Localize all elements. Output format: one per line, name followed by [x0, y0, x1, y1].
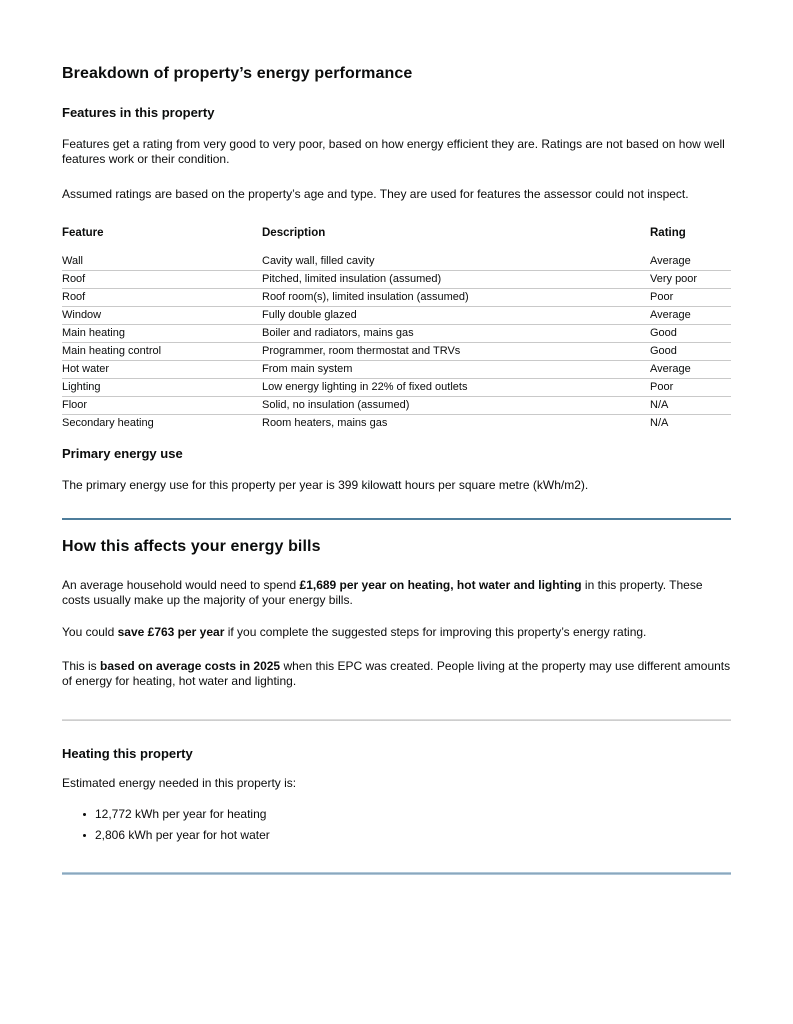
rating-cell: Good — [650, 325, 731, 343]
bills-p1-bold: £1,689 per year on heating, hot water and lighting — [299, 578, 582, 592]
table-row — [62, 361, 731, 379]
section-divider-grey — [62, 719, 731, 721]
bills-p3-post: when this EPC was created. People living at the property may use different amounts of energy for heating, hot water and lighting. — [62, 659, 731, 688]
bills-p2-bold: save £763 per year — [117, 625, 225, 639]
feature-cell: Roof — [62, 289, 262, 307]
description-cell: Low energy lighting in 22% of fixed outlets — [262, 379, 650, 397]
features-intro-1: Features get a rating from very good to very poor, based on how energy efficient they are. Ratings are not based on how well features work or their condition. — [62, 137, 725, 166]
section-divider-lightblue — [62, 872, 731, 875]
heating-heading: Heating this property — [62, 746, 193, 761]
primary-energy-text: The primary energy use for this property per year is 399 kilowatt hours per square metre (kWh/m2). — [62, 478, 589, 492]
feature-cell: Wall — [62, 253, 262, 271]
features-table — [62, 226, 731, 432]
page-title: Breakdown of property’s energy performance — [62, 65, 413, 82]
rating-cell: N/A — [650, 397, 731, 415]
table-header-row — [62, 226, 731, 253]
table-row — [62, 379, 731, 397]
feature-cell: Hot water — [62, 361, 262, 379]
features-intro-2: Assumed ratings are based on the property’s age and type. They are used for features the assessor could not inspect. — [62, 187, 689, 201]
description-cell: Pitched, limited insulation (assumed) — [262, 271, 650, 289]
feature-cell: Main heating control — [62, 343, 262, 361]
energy-bills-section — [62, 537, 731, 689]
rating-cell: N/A — [650, 417, 669, 429]
feature-cell: Floor — [62, 397, 262, 415]
description-cell: From main system — [262, 361, 650, 379]
rating-cell: Average — [650, 307, 731, 325]
description-cell: Cavity wall, filled cavity — [262, 253, 650, 271]
heating-intro-text: Estimated energy needed in this property is: — [62, 776, 297, 790]
primary-energy-heading: Primary energy use — [62, 446, 183, 461]
table-row — [62, 253, 731, 271]
table-row — [62, 415, 731, 433]
energy-bills-heading: How this affects your energy bills — [62, 538, 321, 555]
table-row — [62, 289, 731, 307]
description-cell: Programmer, room thermostat and TRVs — [262, 343, 650, 361]
table-row — [62, 325, 731, 343]
section-divider-blue — [62, 518, 731, 520]
bills-average-cost-text — [62, 578, 731, 608]
rating-cell: Average — [650, 253, 731, 271]
table-row — [62, 343, 731, 361]
features-section — [62, 105, 731, 432]
table-row — [62, 271, 731, 289]
bills-p2-post: if you complete the suggested steps for improving this property’s energy rating. — [224, 625, 647, 639]
feature-cell: Secondary heating — [62, 417, 154, 429]
feature-cell: Main heating — [62, 325, 262, 343]
rating-cell: Poor — [650, 289, 731, 307]
bills-cost-basis-text — [62, 659, 731, 689]
description-cell: Roof room(s), limited insulation (assumed) — [262, 289, 650, 307]
rating-cell: Good — [650, 343, 731, 361]
rating-cell: Average — [650, 361, 731, 379]
column-header-rating: Rating — [650, 227, 686, 239]
column-header-description: Description — [262, 227, 326, 239]
rating-cell: Very poor — [650, 271, 731, 289]
description-cell: Boiler and radiators, mains gas — [262, 325, 650, 343]
features-table-header — [62, 226, 731, 253]
bills-p3-bold: based on average costs in 2025 — [100, 659, 281, 673]
description-cell: Fully double glazed — [262, 307, 650, 325]
features-heading: Features in this property — [62, 105, 215, 120]
table-row — [62, 397, 731, 415]
list-item-hot-water-energy: 2,806 kWh per year for hot water — [95, 828, 731, 843]
rating-cell: Poor — [650, 379, 731, 397]
primary-energy-section — [62, 446, 731, 493]
bills-p3-pre: This is — [62, 659, 101, 673]
description-cell: Room heaters, mains gas — [262, 417, 388, 429]
feature-cell: Window — [62, 307, 262, 325]
bills-p1-post: in this property. These costs usually make up the majority of your energy bills. — [62, 578, 703, 607]
description-cell: Solid, no insulation (assumed) — [262, 397, 650, 415]
bills-p2-pre: You could — [62, 625, 118, 639]
features-table-body — [62, 253, 731, 432]
list-item-heating-energy: 12,772 kWh per year for heating — [95, 807, 731, 822]
column-header-feature: Feature — [62, 227, 104, 239]
table-row — [62, 307, 731, 325]
feature-cell: Lighting — [62, 379, 262, 397]
heating-energy-list — [62, 807, 731, 843]
bills-savings-text — [62, 625, 731, 640]
bills-p1-pre: An average household would need to spend — [62, 578, 300, 592]
feature-cell: Roof — [62, 271, 262, 289]
heating-section — [62, 746, 731, 843]
